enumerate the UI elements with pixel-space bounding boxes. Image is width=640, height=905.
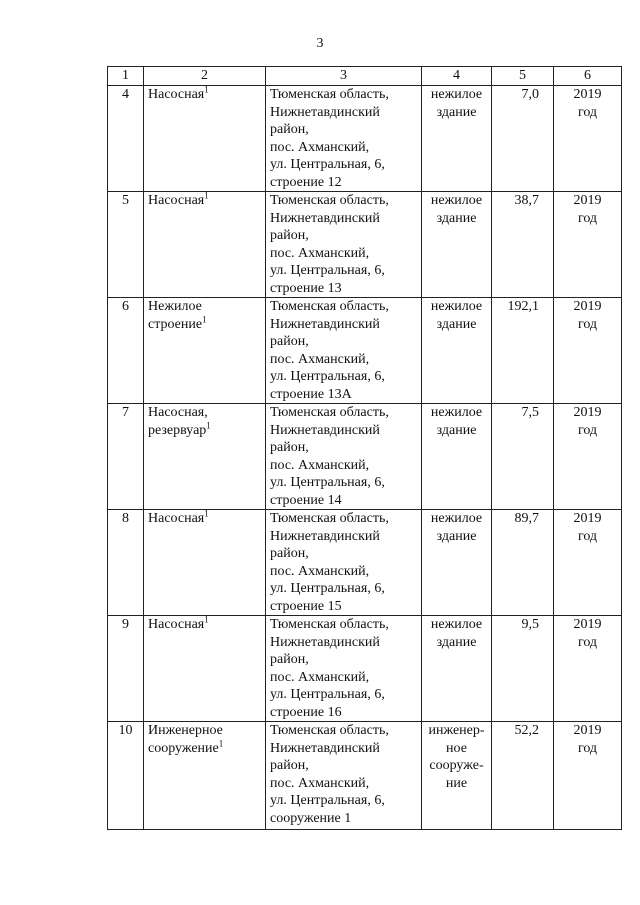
year-line: 2019 <box>573 299 602 314</box>
area-cell: 192,1 <box>492 298 554 404</box>
object-type-cell <box>422 510 492 616</box>
address-line: район, <box>270 334 309 349</box>
address-line: Нижнетавдинский <box>270 104 380 120</box>
year-cell <box>554 86 622 192</box>
year-cell <box>554 616 622 722</box>
row-number-cell: 6 <box>108 298 144 404</box>
address-line: район, <box>270 652 309 667</box>
footnote-mark: 1 <box>204 614 209 625</box>
address-line: Тюменская область, <box>270 723 389 738</box>
table-row <box>108 298 622 404</box>
address-line: Нижнетавдинский <box>270 634 380 650</box>
object-type-line: здание <box>436 422 477 438</box>
object-type-line: нежилое <box>430 193 483 208</box>
address-line: строение 15 <box>270 598 342 614</box>
footnote-mark: 1 <box>204 84 209 95</box>
year-line: год <box>577 634 598 650</box>
object-type-cell <box>422 404 492 510</box>
address-line: пос. Ахманский, <box>270 669 370 685</box>
address-cell <box>266 86 422 192</box>
address-line: Тюменская область, <box>270 511 389 526</box>
address-cell <box>266 722 422 830</box>
object-name-cell <box>144 404 266 510</box>
address-line: ул. Центральная, 6, <box>270 581 385 596</box>
address-line: район, <box>270 228 309 243</box>
row-number-cell: 9 <box>108 616 144 722</box>
year-line: год <box>577 104 598 120</box>
table-row <box>108 510 622 616</box>
address-line: строение 12 <box>270 174 342 190</box>
address-line: ул. Центральная, 6, <box>270 157 385 172</box>
object-name-cell <box>144 510 266 616</box>
property-table <box>107 66 622 830</box>
year-line: 2019 <box>573 723 602 738</box>
table-row <box>108 86 622 192</box>
address-line: Нижнетавдинский <box>270 528 380 544</box>
object-type-line: нежилое <box>430 299 483 314</box>
area-cell: 9,5 <box>492 616 554 722</box>
column-number: 6 <box>554 67 622 86</box>
address-line: строение 13А <box>270 386 352 402</box>
object-type-line: нежилое <box>430 617 483 632</box>
address-line: ул. Центральная, 6, <box>270 793 385 808</box>
object-name-cell <box>144 298 266 404</box>
address-line: Нижнетавдинский <box>270 422 380 438</box>
year-line: год <box>577 316 598 332</box>
column-number: 5 <box>492 67 554 86</box>
object-type-line: здание <box>436 634 477 650</box>
object-name: Нежилое строение <box>148 299 203 332</box>
column-number: 4 <box>422 67 492 86</box>
object-type-line: здание <box>436 528 477 544</box>
page-number: 3 <box>316 36 324 51</box>
address-line: Тюменская область, <box>270 87 389 102</box>
address-cell <box>266 404 422 510</box>
row-number-cell: 5 <box>108 192 144 298</box>
year-line: год <box>577 422 598 438</box>
object-type-cell <box>422 616 492 722</box>
object-name: Насосная, резервуар <box>148 405 208 438</box>
footnote-mark: 1 <box>206 419 211 430</box>
year-cell <box>554 722 622 830</box>
year-line: 2019 <box>573 87 602 102</box>
row-number-cell: 10 <box>108 722 144 830</box>
year-line: 2019 <box>573 511 602 526</box>
object-type-line: здание <box>436 104 477 120</box>
address-line: Нижнетавдинский <box>270 740 380 756</box>
year-cell <box>554 192 622 298</box>
object-name-cell <box>144 86 266 192</box>
area-cell: 89,7 <box>492 510 554 616</box>
object-type-line: сооруже- <box>429 758 484 773</box>
year-line: год <box>577 740 598 756</box>
address-line: ул. Центральная, 6, <box>270 263 385 278</box>
address-cell <box>266 510 422 616</box>
address-line: пос. Ахманский, <box>270 139 370 155</box>
address-line: район, <box>270 122 309 137</box>
object-type-cell <box>422 86 492 192</box>
table-row <box>108 616 622 722</box>
footnote-mark: 1 <box>204 508 209 519</box>
address-line: сооружение 1 <box>270 810 352 826</box>
object-type-line: инженер- <box>428 723 485 738</box>
address-line: строение 16 <box>270 704 342 720</box>
address-line: Нижнетавдинский <box>270 316 380 332</box>
table-row <box>108 192 622 298</box>
column-number: 3 <box>266 67 422 86</box>
address-line: пос. Ахманский, <box>270 563 370 579</box>
object-type-line: ное <box>446 740 467 756</box>
address-line: Нижнетавдинский <box>270 210 380 226</box>
footnote-mark: 1 <box>204 190 209 201</box>
area-cell: 7,0 <box>492 86 554 192</box>
address-line: район, <box>270 758 309 773</box>
object-name: Инженерное сооружение <box>148 723 223 756</box>
object-name: Насосная <box>148 617 205 632</box>
address-line: район, <box>270 440 309 455</box>
area-cell: 52,2 <box>492 722 554 830</box>
object-type-cell <box>422 298 492 404</box>
column-number: 1 <box>108 67 144 86</box>
address-line: пос. Ахманский, <box>270 351 370 367</box>
address-cell <box>266 298 422 404</box>
object-name-cell <box>144 616 266 722</box>
object-name: Насосная <box>148 87 205 102</box>
object-type-cell <box>422 722 492 830</box>
object-type-cell <box>422 192 492 298</box>
object-type-line: нежилое <box>430 405 483 420</box>
address-line: Тюменская область, <box>270 617 389 632</box>
row-number-cell: 7 <box>108 404 144 510</box>
area-cell: 7,5 <box>492 404 554 510</box>
object-type-line: здание <box>436 210 477 226</box>
table-row <box>108 722 622 830</box>
year-cell <box>554 510 622 616</box>
address-line: ул. Центральная, 6, <box>270 687 385 702</box>
object-name: Насосная <box>148 193 205 208</box>
year-line: год <box>577 528 598 544</box>
object-type-line: нежилое <box>430 87 483 102</box>
year-cell <box>554 404 622 510</box>
object-name-cell <box>144 192 266 298</box>
address-line: Тюменская область, <box>270 193 389 208</box>
year-line: 2019 <box>573 617 602 632</box>
year-line: год <box>577 210 598 226</box>
row-number-cell: 4 <box>108 86 144 192</box>
object-type-line: здание <box>436 316 477 332</box>
address-line: Тюменская область, <box>270 299 389 314</box>
row-number-cell: 8 <box>108 510 144 616</box>
year-cell <box>554 298 622 404</box>
table-row <box>108 404 622 510</box>
object-name-cell <box>144 722 266 830</box>
object-type-line: ние <box>445 775 468 791</box>
footnote-mark: 1 <box>218 737 224 748</box>
address-line: Тюменская область, <box>270 405 389 420</box>
address-line: пос. Ахманский, <box>270 457 370 473</box>
year-line: 2019 <box>573 405 602 420</box>
address-line: строение 14 <box>270 492 342 508</box>
address-line: строение 13 <box>270 280 342 296</box>
address-line: район, <box>270 546 309 561</box>
address-line: ул. Центральная, 6, <box>270 369 385 384</box>
address-line: пос. Ахманский, <box>270 775 370 791</box>
address-line: пос. Ахманский, <box>270 245 370 261</box>
address-cell <box>266 192 422 298</box>
column-number: 2 <box>144 67 266 86</box>
object-name: Насосная <box>148 511 205 526</box>
area-cell: 38,7 <box>492 192 554 298</box>
footnote-mark: 1 <box>202 313 207 324</box>
address-line: ул. Центральная, 6, <box>270 475 385 490</box>
address-cell <box>266 616 422 722</box>
column-number-row <box>108 67 622 86</box>
year-line: 2019 <box>573 193 602 208</box>
object-type-line: нежилое <box>430 511 483 526</box>
